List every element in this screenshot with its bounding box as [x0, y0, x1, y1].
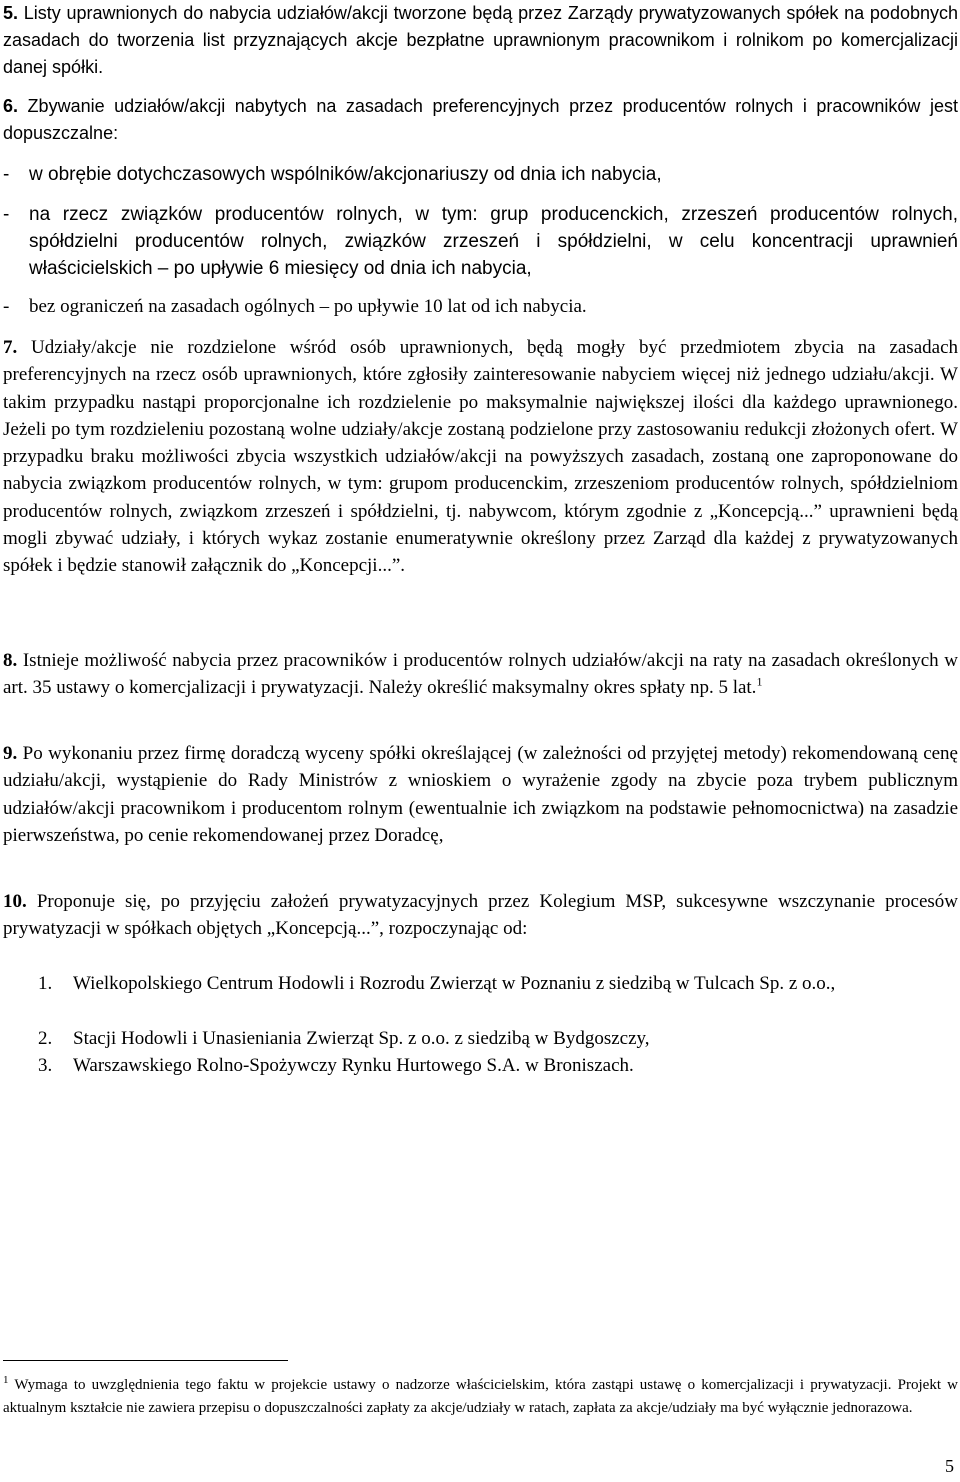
list-number: 2. — [38, 1028, 53, 1049]
paragraph-text: Proponuje się, po przyjęciu założeń prywatyzacyjnych przez Kolegium MSP, sukcesywne wszczynanie procesów prywatyzacji w spółkach objętych „Koncepcją...”, rozpoczynając od: — [3, 891, 958, 940]
paragraph-number: 6. — [3, 96, 19, 116]
paragraph-6 — [3, 93, 958, 147]
paragraph-text: Zbywanie udziałów/akcji nabytych na zasadach preferencyjnych przez producentów rolnych i pracowników jest dopuszczalne: — [3, 96, 958, 143]
paragraph-text: Udziały/akcje nie rozdzielone wśród osób uprawnionych, będą mogły być przedmiotem zbycia na zasadach preferencyjnych na rzecz osób uprawnionych, które zgłosiły zainteresowanie nabyciem więcej niż jednego udziału/akcji. W takim przypadku nastąpi proporcjonalne ich rozdzielenie po maksymalnie największej ilości dla każdego uprawnionego. Jeżeli po tym rozdzieleniu pozostaną wolne udziały/akcje zostaną podzielone przy zastosowaniu redukcji złożonych ofert. W przypadku braku możliwości zbycia wszystkich udziałów/akcji na powyższych zasadach, zostaną one zaproponowane do nabycia związkom producentów rolnych, w tym: grupom producenckim, zrzeszeniom producentów rolnych, spółdzielniom producentów rolnych, związkom zrzeszeń i spółdzielni, tj. nabywcom, którym zgodnie z „Koncepcją...” uprawnieni będą mogli zbywać udziały, i których wykaz zostanie enumeratywnie określony przez Zarząd dla każdej z prywatyzowanych spółek i będzie stanowił załącznik do „Koncepcji...”. — [3, 337, 958, 577]
paragraph-text: Listy uprawnionych do nabycia udziałów/akcji tworzone będą przez Zarządy prywatyzowanych spółek na podobnych zasadach do tworzenia list przyznających akcje bezpłatne uprawnionym pracownikom i rolnikom po komercjalizacji danej spółki. — [3, 3, 958, 77]
list-item-text: Stacji Hodowli i Unasieniania Zwierząt Sp. z o.o. z siedzibą w Bydgoszczy, — [73, 1028, 650, 1049]
list-number: 1. — [38, 973, 53, 994]
list-item-text: na rzecz związków producentów rolnych, w tym: grup producenckich, zrzeszeń producentów rolnych, spółdzielni producentów rolnych, związków zrzeszeń i spółdzielni, w celu koncentracji uprawnień właścicielskich – po upływie 6 miesięcy od dnia ich nabycia, — [29, 204, 958, 279]
paragraph-8 — [3, 647, 958, 702]
paragraph-number: 7. — [3, 337, 18, 358]
footnote-mark: 1 — [3, 1374, 9, 1386]
list-item — [3, 161, 958, 188]
paragraph-text: Po wykonaniu przez firmę doradczą wyceny spółki określającej (w zależności od przyjętej metody) rekomendowaną cenę udziału/akcji, wystąpienie do Rady Ministrów z wnioskiem o wyrażenie zgody na zbycie poza trybem publicznym udziałów/akcji pracownikom i producentom rolnym (ewentualnie ich związkom na podstawie pełnomocnictwa) na zasadzie pierwszeństwa, po cenie rekomendowanej przez Doradcę, — [3, 743, 958, 846]
footnote-text: Wymaga to uwzględnienia tego faktu w projekcie ustawy o nadzorze właścicielskim, która zastąpi ustawę o komercjalizacji i prywatyzacji. Projekt w aktualnym kształcie nie zawiera przepisu o dopuszczalności zapłaty za akcje/udziały w ratach, zapłata za akcje/udziały ma być wyłącznie jednorazowa. — [3, 1377, 958, 1416]
numbered-list-item — [38, 1052, 958, 1079]
paragraph-number: 9. — [3, 743, 18, 764]
paragraph-5 — [3, 0, 958, 81]
list-number: 3. — [38, 1055, 53, 1076]
footnote-reference: 1 — [756, 674, 763, 689]
list-item — [3, 293, 958, 320]
paragraph-number: 5. — [3, 3, 19, 23]
list-dash: - — [3, 164, 10, 185]
list-item-text: Warszawskiego Rolno-Spożywczy Rynku Hurtowego S.A. w Broniszach. — [73, 1055, 634, 1076]
paragraph-number: 8. — [3, 650, 18, 671]
paragraph-text: Istnieje możliwość nabycia przez pracowników i producentów rolnych udziałów/akcji na raty na zasadach określonych w art. 35 ustawy o komercjalizacji i prywatyzacji. Należy określić maksymalny okres spłaty np. 5 lat. — [3, 650, 958, 699]
paragraph-10 — [3, 888, 958, 943]
list-item-text: w obrębie dotychczasowych wspólników/akcjonariuszy od dnia ich nabycia, — [29, 164, 662, 185]
list-dash: - — [3, 296, 10, 317]
footnote-separator — [3, 1360, 288, 1361]
numbered-list-item — [38, 1025, 958, 1052]
list-item-text: Wielkopolskiego Centrum Hodowli i Rozrodu Zwierząt w Poznaniu z siedzibą w Tulcach Sp. z o.o., — [73, 973, 836, 994]
paragraph-9 — [3, 740, 958, 849]
list-dash: - — [3, 204, 10, 225]
paragraph-number: 10. — [3, 891, 27, 912]
page-number: 5 — [945, 1456, 954, 1476]
paragraph-7 — [3, 334, 958, 580]
numbered-list-item — [38, 970, 958, 997]
list-item — [3, 201, 958, 282]
footnote — [3, 1374, 958, 1419]
list-item-text: bez ograniczeń na zasadach ogólnych – po upływie 10 lat od ich nabycia. — [29, 296, 587, 317]
